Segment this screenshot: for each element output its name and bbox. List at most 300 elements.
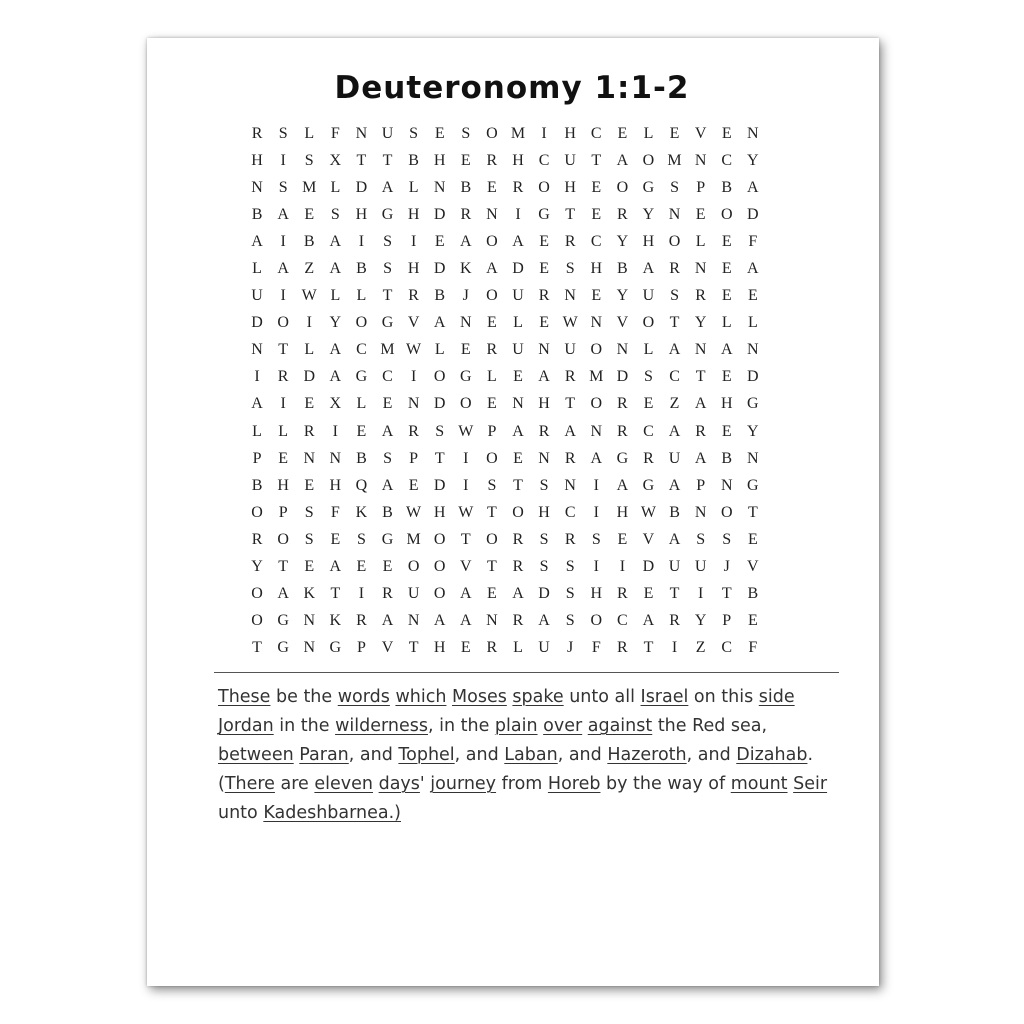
grid-letter: O bbox=[486, 287, 498, 305]
grid-letter: E bbox=[747, 530, 758, 548]
grid-letter: R bbox=[512, 530, 524, 548]
grid-letter: R bbox=[486, 151, 498, 169]
grid-letter: E bbox=[356, 558, 367, 576]
grid-letter: I bbox=[515, 205, 521, 223]
grid-letter: L bbox=[513, 314, 523, 332]
grid-letter: I bbox=[541, 124, 547, 142]
grid-letter: L bbox=[356, 287, 367, 305]
verse-fragment: ' bbox=[419, 774, 431, 794]
grid-letter: R bbox=[564, 368, 576, 386]
divider bbox=[214, 672, 839, 673]
grid-letter: F bbox=[330, 503, 340, 521]
grid-letter: V bbox=[642, 530, 655, 548]
grid-letter: A bbox=[512, 422, 524, 440]
grid-letter: P bbox=[722, 612, 732, 630]
grid-letter: N bbox=[407, 395, 420, 413]
grid-letter: N bbox=[694, 151, 707, 169]
grid-letter: H bbox=[251, 151, 263, 169]
grid-letter: L bbox=[747, 314, 758, 332]
grid-letter: P bbox=[696, 476, 706, 494]
grid-letter: O bbox=[277, 530, 289, 548]
grid-letter: S bbox=[565, 585, 575, 603]
grid-letter: N bbox=[512, 395, 524, 413]
grid-letter: I bbox=[410, 232, 417, 250]
grid-letter: A bbox=[277, 585, 289, 603]
grid-letter: U bbox=[251, 287, 263, 305]
grid-letter: B bbox=[408, 151, 419, 169]
grid-letter: H bbox=[433, 639, 446, 657]
grid-row bbox=[244, 472, 766, 499]
grid-letter: O bbox=[720, 503, 733, 521]
grid-letter: D bbox=[747, 205, 759, 223]
grid-letter: I bbox=[593, 476, 599, 494]
grid-row bbox=[244, 255, 766, 282]
search-word: Dizahab bbox=[736, 745, 808, 765]
search-word: plain bbox=[494, 716, 538, 736]
search-word: spake bbox=[512, 687, 564, 707]
grid-letter: N bbox=[329, 449, 342, 467]
grid-letter: Y bbox=[616, 232, 629, 250]
grid-letter: I bbox=[280, 232, 286, 250]
grid-letter: I bbox=[697, 585, 704, 603]
grid-letter: L bbox=[304, 341, 315, 359]
grid-letter: G bbox=[747, 395, 759, 413]
grid-letter: E bbox=[747, 612, 758, 630]
grid-letter: A bbox=[538, 612, 550, 630]
grid-letter: R bbox=[251, 124, 263, 142]
grid-letter: L bbox=[330, 178, 341, 196]
grid-letter: D bbox=[355, 178, 368, 196]
grid-letter: D bbox=[512, 260, 524, 278]
grid-letter: U bbox=[381, 124, 394, 142]
grid-letter: E bbox=[721, 124, 732, 142]
grid-letter: S bbox=[565, 558, 575, 576]
grid-letter: D bbox=[433, 476, 446, 494]
grid-letter: E bbox=[669, 124, 680, 142]
grid-letter: W bbox=[458, 422, 474, 440]
grid-letter: K bbox=[329, 612, 342, 630]
grid-letter: D bbox=[616, 368, 629, 386]
verse-fragment: the Red sea, bbox=[652, 716, 768, 736]
grid-letter: O bbox=[590, 612, 603, 630]
grid-letter: R bbox=[408, 287, 419, 305]
grid-letter: R bbox=[617, 205, 628, 223]
grid-letter: U bbox=[512, 341, 524, 359]
grid-letter: R bbox=[564, 449, 576, 467]
search-word: days bbox=[378, 774, 420, 794]
grid-letter: U bbox=[564, 341, 576, 359]
grid-letter: P bbox=[487, 422, 497, 440]
grid-letter: N bbox=[486, 205, 498, 223]
grid-letter: O bbox=[433, 368, 446, 386]
grid-letter: H bbox=[433, 151, 446, 169]
grid-letter: A bbox=[277, 205, 289, 223]
grid-letter: T bbox=[747, 503, 758, 521]
grid-letter: T bbox=[330, 585, 341, 603]
grid-letter: G bbox=[747, 476, 759, 494]
grid-letter: R bbox=[643, 449, 654, 467]
grid-letter: I bbox=[619, 558, 626, 576]
grid-letter: L bbox=[278, 422, 289, 440]
grid-row bbox=[244, 391, 766, 418]
search-word: Laban bbox=[504, 745, 558, 765]
grid-letter: E bbox=[695, 205, 706, 223]
grid-letter: D bbox=[433, 260, 446, 278]
grid-letter: I bbox=[410, 368, 417, 386]
grid-row bbox=[244, 201, 766, 228]
grid-letter: E bbox=[539, 260, 549, 278]
grid-letter: A bbox=[642, 260, 655, 278]
grid-letter: T bbox=[434, 449, 445, 467]
grid-letter: S bbox=[696, 530, 706, 548]
grid-letter: O bbox=[668, 232, 681, 250]
grid-letter: U bbox=[668, 449, 681, 467]
grid-letter: S bbox=[487, 476, 497, 494]
grid-letter: H bbox=[538, 395, 550, 413]
grid-letter: B bbox=[434, 287, 446, 305]
grid-letter: T bbox=[278, 341, 289, 359]
grid-letter: S bbox=[330, 205, 340, 223]
grid-letter: T bbox=[382, 287, 393, 305]
grid-letter: A bbox=[251, 395, 263, 413]
grid-letter: T bbox=[721, 585, 732, 603]
grid-letter: O bbox=[642, 151, 655, 169]
grid-letter: R bbox=[538, 422, 550, 440]
grid-letter: R bbox=[356, 612, 367, 630]
grid-letter: N bbox=[303, 449, 316, 467]
grid-letter: N bbox=[251, 178, 263, 196]
grid-letter: E bbox=[721, 260, 732, 278]
grid-letter: B bbox=[251, 205, 263, 223]
grid-letter: T bbox=[669, 314, 680, 332]
grid-letter: G bbox=[329, 639, 342, 657]
search-word: Kadeshbarnea.) bbox=[263, 803, 401, 823]
grid-letter: R bbox=[669, 260, 680, 278]
grid-letter: I bbox=[358, 232, 365, 250]
grid-letter: N bbox=[355, 124, 368, 142]
grid-letter: U bbox=[668, 558, 681, 576]
grid-letter: N bbox=[720, 476, 733, 494]
grid-letter: O bbox=[616, 178, 629, 196]
grid-letter: I bbox=[280, 287, 286, 305]
grid-letter: Y bbox=[642, 205, 655, 223]
grid-letter: U bbox=[407, 585, 420, 603]
search-word: Tophel bbox=[398, 745, 455, 765]
grid-letter: E bbox=[487, 395, 497, 413]
grid-letter: E bbox=[356, 422, 367, 440]
grid-letter: A bbox=[564, 422, 576, 440]
grid-letter: G bbox=[277, 639, 289, 657]
search-word: words bbox=[337, 687, 390, 707]
grid-letter: H bbox=[590, 585, 603, 603]
grid-letter: A bbox=[329, 558, 342, 576]
grid-letter: Y bbox=[329, 314, 342, 332]
grid-letter: E bbox=[487, 314, 497, 332]
grid-letter: G bbox=[642, 476, 655, 494]
search-word: wilderness bbox=[335, 716, 428, 736]
grid-letter: E bbox=[617, 530, 628, 548]
grid-letter: B bbox=[747, 585, 759, 603]
grid-letter: U bbox=[512, 287, 524, 305]
grid-letter: E bbox=[539, 314, 549, 332]
grid-letter: R bbox=[617, 639, 628, 657]
grid-letter: A bbox=[616, 151, 629, 169]
grid-letter: W bbox=[562, 314, 578, 332]
grid-letter: E bbox=[643, 585, 654, 603]
grid-letter: E bbox=[643, 395, 654, 413]
grid-letter: C bbox=[538, 151, 550, 169]
grid-letter: R bbox=[617, 395, 628, 413]
grid-letter: S bbox=[435, 422, 445, 440]
grid-letter: L bbox=[643, 124, 654, 142]
grid-letter: Z bbox=[304, 260, 315, 278]
grid-letter: P bbox=[252, 449, 262, 467]
grid-letter: C bbox=[643, 422, 654, 440]
grid-letter: A bbox=[694, 395, 707, 413]
grid-letter: R bbox=[564, 530, 576, 548]
grid-letter: T bbox=[565, 205, 576, 223]
grid-letter: R bbox=[695, 287, 706, 305]
grid-letter: E bbox=[513, 368, 523, 386]
grid-letter: X bbox=[329, 395, 342, 413]
grid-letter: C bbox=[382, 368, 393, 386]
grid-letter: L bbox=[487, 368, 497, 386]
grid-letter: E bbox=[721, 232, 732, 250]
grid-letter: N bbox=[616, 341, 629, 359]
search-word: Horeb bbox=[547, 774, 601, 794]
grid-letter: I bbox=[332, 422, 338, 440]
grid-letter: M bbox=[667, 151, 682, 169]
verse-fragment: are bbox=[274, 774, 315, 794]
grid-letter: O bbox=[251, 585, 263, 603]
grid-letter: E bbox=[487, 585, 497, 603]
grid-letter: L bbox=[330, 287, 341, 305]
search-word: side bbox=[758, 687, 795, 707]
grid-letter: E bbox=[382, 558, 393, 576]
grid-letter: B bbox=[617, 260, 628, 278]
grid-letter: O bbox=[460, 395, 472, 413]
grid-letter: N bbox=[538, 341, 550, 359]
grid-letter: S bbox=[383, 260, 392, 278]
grid-letter: V bbox=[694, 124, 707, 142]
grid-letter: A bbox=[590, 449, 603, 467]
grid-letter: R bbox=[486, 639, 498, 657]
grid-letter: H bbox=[538, 503, 550, 521]
grid-letter: F bbox=[748, 639, 758, 657]
grid-letter: B bbox=[721, 449, 733, 467]
grid-letter: E bbox=[539, 232, 549, 250]
grid-letter: A bbox=[512, 232, 524, 250]
grid-letter: G bbox=[616, 449, 629, 467]
grid-letter: L bbox=[513, 639, 523, 657]
grid-letter: E bbox=[330, 530, 341, 548]
grid-letter: L bbox=[434, 341, 445, 359]
search-word: Israel bbox=[640, 687, 689, 707]
grid-letter: E bbox=[460, 341, 471, 359]
grid-letter: H bbox=[564, 178, 576, 196]
grid-letter: R bbox=[538, 287, 550, 305]
grid-letter: E bbox=[591, 287, 602, 305]
grid-letter: A bbox=[329, 260, 342, 278]
grid-letter: R bbox=[617, 585, 628, 603]
grid-letter: H bbox=[277, 476, 289, 494]
grid-letter: G bbox=[460, 368, 472, 386]
grid-letter: S bbox=[278, 124, 288, 142]
grid-letter: S bbox=[539, 558, 549, 576]
grid-letter: E bbox=[304, 205, 315, 223]
grid-letter: S bbox=[304, 530, 314, 548]
grid-letter: S bbox=[461, 124, 471, 142]
grid-letter: W bbox=[406, 341, 422, 359]
grid-letter: H bbox=[616, 503, 629, 521]
grid-letter: A bbox=[433, 612, 446, 630]
grid-letter: T bbox=[382, 151, 393, 169]
search-word: eleven bbox=[314, 774, 374, 794]
grid-letter: S bbox=[409, 124, 419, 142]
grid-letter: R bbox=[408, 422, 419, 440]
grid-letter: D bbox=[251, 314, 263, 332]
grid-letter: T bbox=[252, 639, 262, 657]
grid-letter: S bbox=[356, 530, 366, 548]
grid-letter: N bbox=[486, 612, 498, 630]
grid-letter: T bbox=[487, 503, 497, 521]
grid-letter: N bbox=[303, 612, 316, 630]
grid-letter: A bbox=[747, 260, 759, 278]
grid-letter: G bbox=[381, 530, 394, 548]
grid-letter: E bbox=[721, 422, 732, 440]
grid-row bbox=[244, 120, 766, 147]
grid-row bbox=[244, 228, 766, 255]
grid-letter: N bbox=[460, 314, 472, 332]
grid-letter: A bbox=[668, 530, 681, 548]
grid-letter: C bbox=[669, 368, 680, 386]
grid-letter: E bbox=[460, 639, 471, 657]
search-word: Jordan bbox=[218, 716, 274, 736]
grid-row bbox=[244, 174, 766, 201]
grid-letter: S bbox=[670, 178, 679, 196]
grid-letter: O bbox=[486, 449, 498, 467]
grid-letter: B bbox=[460, 178, 472, 196]
grid-letter: O bbox=[486, 232, 498, 250]
grid-letter: V bbox=[616, 314, 629, 332]
grid-letter: F bbox=[591, 639, 601, 657]
grid-letter: S bbox=[565, 260, 575, 278]
grid-letter: K bbox=[303, 585, 316, 603]
grid-letter: N bbox=[694, 341, 707, 359]
grid-letter: S bbox=[670, 287, 679, 305]
grid-letter: S bbox=[644, 368, 653, 386]
search-word: Moses bbox=[452, 687, 507, 707]
grid-letter: W bbox=[640, 503, 656, 521]
verse-fragment: , and bbox=[348, 745, 399, 765]
grid-letter: T bbox=[513, 476, 523, 494]
grid-letter: H bbox=[407, 205, 420, 223]
grid-letter: O bbox=[486, 124, 498, 142]
grid-letter: M bbox=[406, 530, 421, 548]
grid-letter: R bbox=[251, 530, 263, 548]
grid-letter: T bbox=[695, 368, 706, 386]
grid-letter: H bbox=[355, 205, 368, 223]
grid-letter: E bbox=[747, 287, 758, 305]
grid-row bbox=[244, 283, 766, 310]
grid-letter: A bbox=[460, 232, 472, 250]
grid-letter: O bbox=[538, 178, 550, 196]
grid-letter: K bbox=[355, 503, 368, 521]
grid-letter: J bbox=[462, 287, 469, 305]
grid-letter: S bbox=[591, 530, 601, 548]
search-word: between bbox=[218, 745, 294, 765]
grid-letter: F bbox=[330, 124, 340, 142]
grid-letter: T bbox=[487, 558, 497, 576]
grid-letter: N bbox=[564, 476, 576, 494]
grid-letter: B bbox=[251, 476, 263, 494]
grid-letter: O bbox=[720, 205, 733, 223]
grid-letter: L bbox=[304, 124, 315, 142]
grid-letter: V bbox=[460, 558, 472, 576]
grid-letter: E bbox=[278, 449, 289, 467]
grid-letter: H bbox=[433, 503, 446, 521]
grid-letter: E bbox=[617, 124, 628, 142]
grid-letter: N bbox=[251, 341, 263, 359]
grid-letter: R bbox=[564, 232, 576, 250]
grid-letter: L bbox=[643, 341, 654, 359]
grid-letter: Y bbox=[694, 612, 707, 630]
grid-letter: D bbox=[433, 395, 446, 413]
grid-letter: P bbox=[278, 503, 288, 521]
grid-letter: S bbox=[539, 476, 549, 494]
grid-letter: A bbox=[694, 449, 707, 467]
grid-letter: A bbox=[381, 476, 394, 494]
verse-fragment: in the bbox=[273, 716, 336, 736]
grid-letter: Y bbox=[747, 422, 759, 440]
grid-letter: R bbox=[382, 585, 393, 603]
grid-letter: V bbox=[381, 639, 394, 657]
grid-letter: L bbox=[252, 422, 262, 440]
grid-letter: O bbox=[512, 503, 524, 521]
grid-letter: N bbox=[747, 449, 759, 467]
grid-row bbox=[244, 364, 766, 391]
grid-letter: O bbox=[590, 341, 603, 359]
grid-letter: E bbox=[591, 205, 602, 223]
grid-letter: N bbox=[303, 639, 316, 657]
grid-letter: O bbox=[277, 314, 289, 332]
grid-letter: J bbox=[567, 639, 574, 657]
grid-letter: S bbox=[304, 151, 314, 169]
grid-letter: F bbox=[748, 232, 758, 250]
grid-letter: N bbox=[538, 449, 550, 467]
verse-fragment: , in the bbox=[427, 716, 495, 736]
grid-letter: H bbox=[564, 124, 576, 142]
grid-letter: Y bbox=[747, 151, 759, 169]
grid-row bbox=[244, 499, 766, 526]
grid-letter: O bbox=[407, 558, 420, 576]
grid-letter: U bbox=[642, 287, 655, 305]
grid-letter: Y bbox=[616, 287, 629, 305]
grid-letter: C bbox=[617, 612, 628, 630]
grid-letter: I bbox=[280, 151, 286, 169]
grid-letter: L bbox=[721, 314, 732, 332]
grid-letter: A bbox=[329, 341, 342, 359]
grid-letter: N bbox=[433, 178, 446, 196]
grid-letter: T bbox=[408, 639, 419, 657]
grid-letter: C bbox=[590, 124, 602, 142]
grid-letter: W bbox=[301, 287, 317, 305]
grid-letter: N bbox=[694, 503, 707, 521]
grid-letter: Z bbox=[669, 395, 680, 413]
grid-letter: D bbox=[538, 585, 550, 603]
grid-letter: A bbox=[512, 585, 524, 603]
grid-letter: E bbox=[721, 287, 732, 305]
